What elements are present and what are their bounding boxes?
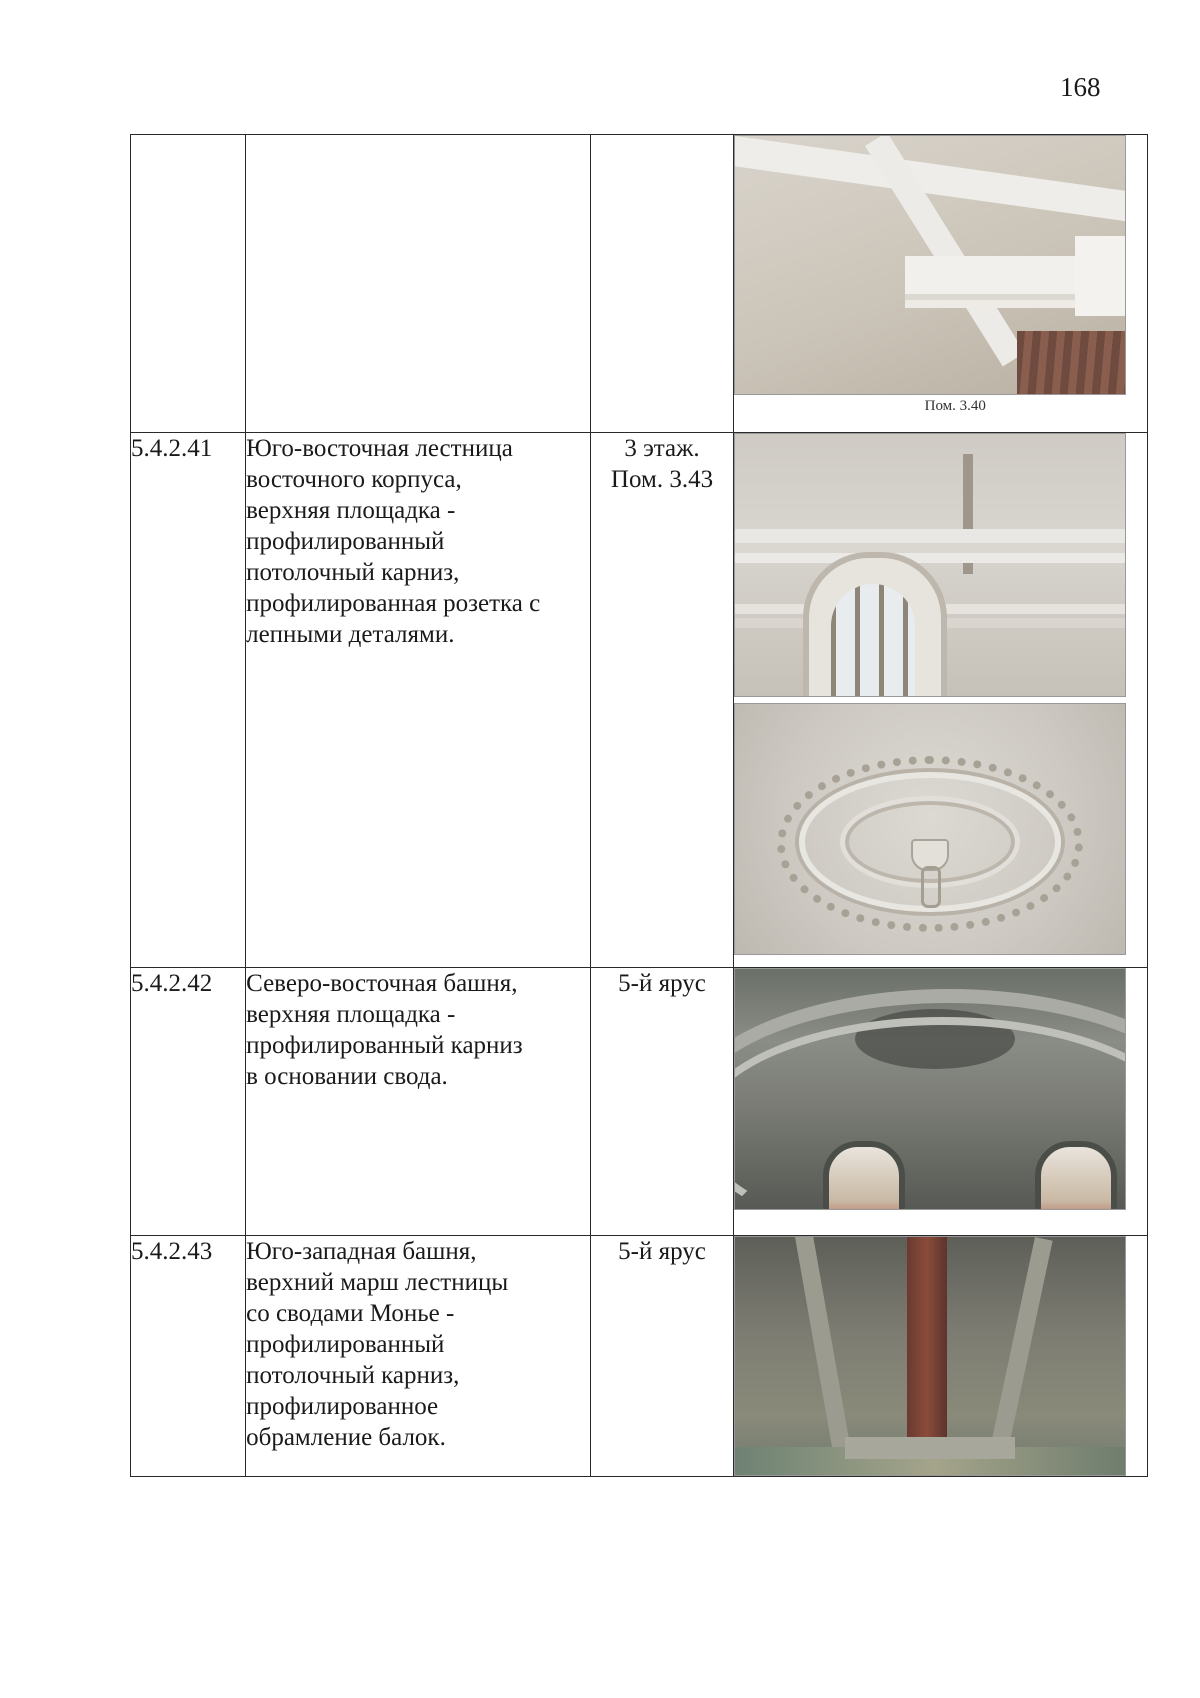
photo-arched-window bbox=[734, 433, 1126, 697]
description-line: потолочный карниз, bbox=[246, 1362, 460, 1389]
table-row bbox=[131, 135, 1148, 433]
description-line: верхняя площадка - bbox=[246, 1001, 456, 1028]
description-line: потолочный карниз, bbox=[246, 559, 460, 586]
row-number-cell: 5.4.2.42 bbox=[131, 968, 246, 1236]
photo-vaulted-staircase bbox=[734, 1236, 1126, 1476]
description-line: Юго-восточная лестница bbox=[246, 435, 513, 462]
description-line: Юго-западная башня, bbox=[246, 1238, 477, 1265]
row-photo-cell bbox=[733, 968, 1147, 1236]
page-number: 168 bbox=[1060, 72, 1101, 102]
description-line: Северо-восточная башня, bbox=[246, 970, 518, 997]
row-photo-cell bbox=[733, 1236, 1147, 1477]
table-row bbox=[131, 968, 1148, 1236]
elements-table bbox=[130, 134, 1148, 1477]
description-line: профилированный bbox=[246, 1331, 445, 1358]
description-line: лепными деталями. bbox=[246, 621, 455, 648]
row-number-cell bbox=[131, 135, 246, 433]
description-line: в основании свода. bbox=[246, 1063, 448, 1090]
row-number-cell: 5.4.2.43 bbox=[131, 1236, 246, 1477]
photo-dome-cornice bbox=[734, 968, 1126, 1210]
row-location-cell bbox=[591, 135, 733, 433]
description-line: профилированное bbox=[246, 1393, 439, 1420]
table-row bbox=[131, 1236, 1148, 1477]
row-description-cell bbox=[246, 968, 591, 1236]
row-number-cell: 5.4.2.41 bbox=[131, 433, 246, 968]
description-line: со сводами Монье - bbox=[246, 1300, 455, 1327]
description-line: верхняя площадка - bbox=[246, 497, 456, 524]
photo-ceiling-cornice bbox=[734, 135, 1126, 395]
row-location-cell bbox=[591, 968, 733, 1236]
row-description-cell bbox=[246, 1236, 591, 1477]
description-line: профилированный карниз bbox=[246, 1032, 523, 1059]
description-line: восточного корпуса, bbox=[246, 466, 462, 493]
location-tier: 5-й ярус bbox=[618, 1238, 706, 1265]
location-floor: 3 этаж. bbox=[624, 435, 700, 462]
photo-ceiling-rosette bbox=[734, 703, 1126, 955]
location-room: Пом. 3.43 bbox=[610, 466, 714, 493]
description-line: профилированный bbox=[246, 528, 445, 555]
row-photo-cell bbox=[733, 135, 1147, 433]
photo-caption: Пом. 3.40 bbox=[924, 398, 986, 414]
row-photo-cell bbox=[733, 433, 1147, 968]
description-line: профилированная розетка с bbox=[246, 590, 541, 617]
row-description-cell bbox=[246, 433, 591, 968]
row-description-cell bbox=[246, 135, 591, 433]
location-tier: 5-й ярус bbox=[618, 970, 706, 997]
table-row bbox=[131, 433, 1148, 968]
description-line: верхний марш лестницы bbox=[246, 1269, 509, 1296]
description-line: обрамление балок. bbox=[246, 1424, 446, 1451]
row-location-cell bbox=[591, 1236, 733, 1477]
row-location-cell bbox=[591, 433, 733, 968]
